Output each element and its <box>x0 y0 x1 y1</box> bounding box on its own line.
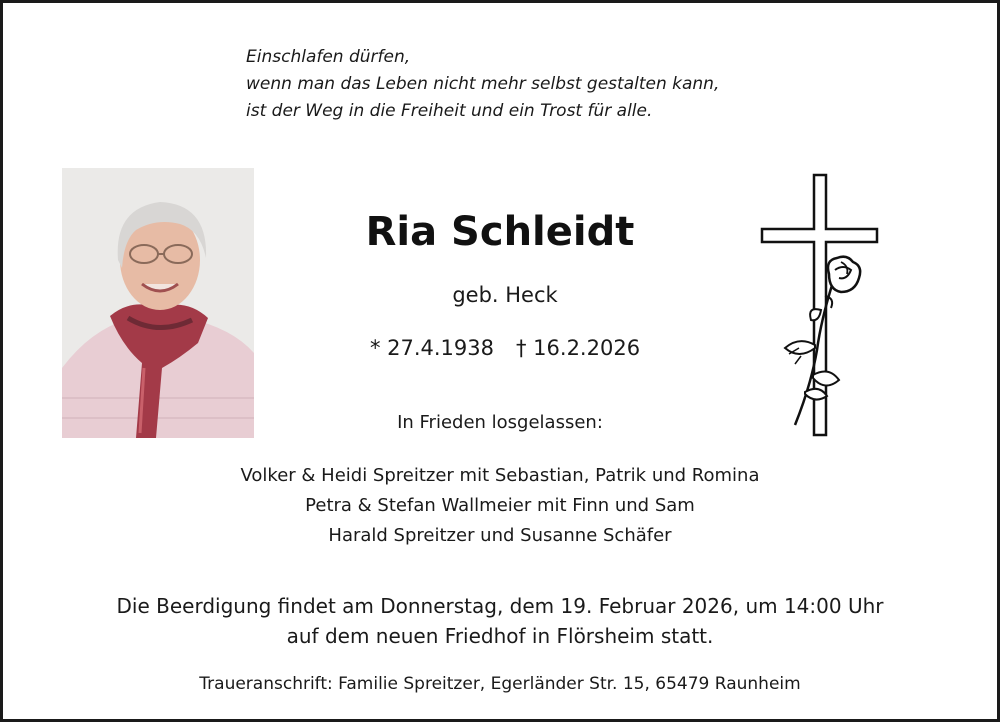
poem-line: ist der Weg in die Freiheit und ein Trost für alle. <box>246 101 653 121</box>
mourning-address: Traueranschrift: Familie Spreitzer, Egerländer Str. 15, 65479 Raunheim <box>199 674 801 694</box>
portrait-photo <box>62 168 254 438</box>
death-date: † 16.2.2026 <box>516 336 641 360</box>
mourners-list <box>100 461 900 551</box>
poem <box>246 44 719 125</box>
portrait-illustration <box>62 168 254 438</box>
mourner-line: Volker & Heidi Spreitzer mit Sebastian, Patrik und Romina <box>240 465 760 486</box>
poem-line: wenn man das Leben nicht mehr selbst gestalten kann, <box>246 74 720 94</box>
mourner-line: Petra & Stefan Wallmeier mit Finn und Sam <box>305 495 695 516</box>
funeral-line: Die Beerdigung findet am Donnerstag, dem 19. Februar 2026, um 14:00 Uhr <box>116 594 884 618</box>
cross-with-rose-icon <box>755 170 885 440</box>
mourner-line: Harald Spreitzer und Susanne Schäfer <box>328 525 672 546</box>
poem-line: Einschlafen dürfen, <box>246 47 411 67</box>
deceased-name: Ria Schleidt <box>365 209 635 255</box>
mourners-intro: In Frieden losgelassen: <box>397 412 603 433</box>
life-dates <box>300 333 710 363</box>
funeral-notice <box>20 591 980 651</box>
birth-date: * 27.4.1938 <box>369 336 494 360</box>
maiden-name: geb. Heck <box>452 283 558 307</box>
funeral-line: auf dem neuen Friedhof in Flörsheim statt. <box>286 624 714 648</box>
